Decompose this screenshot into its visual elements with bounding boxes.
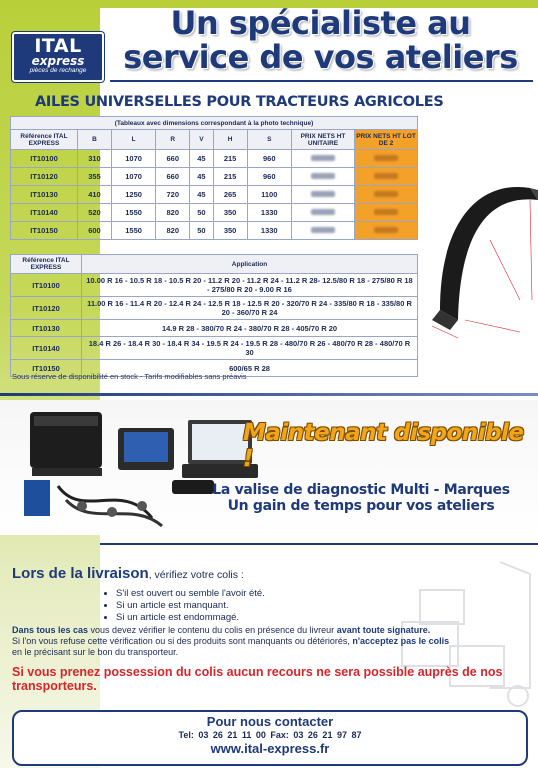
table-row [11,222,418,240]
col-header-h: H [213,130,247,150]
table-caption: (Tableaux avec dimensions correspondant à la photo technique) [11,117,418,130]
website-link[interactable]: www.ital-express.fr [210,741,330,756]
promo-line2: Un gain de temps pour vos ateliers [227,498,495,514]
cell-application: 14.9 R 28 - 380/70 R 24 - 380/70 R 28 - 405/70 R 20 [82,320,418,337]
table-row [11,297,418,320]
dimensions-table [10,116,418,240]
cell-v: 50 [190,222,213,240]
contact-phone-fax: Tel: 03 26 21 11 00 Fax: 03 26 21 97 87 [178,730,362,740]
fender-technical-illustration [420,160,538,360]
col-header-price-unit: PRIX NETS HT UNITAIRE [292,130,355,150]
cell-l: 1070 [111,150,155,168]
cell-s: 960 [247,150,291,168]
cell-r: 720 [156,186,190,204]
cell-h: 350 [213,222,247,240]
col-header-r: R [156,130,190,150]
cell-price-unit-blurred [292,204,355,222]
cell-r: 820 [156,222,190,240]
headline-line2: service de vos ateliers [123,38,518,76]
cell-price-unit-blurred [292,150,355,168]
promo-line1: La valise de diagnostic Multi - Marques [212,482,510,498]
text: Si l'on vous refuse cette vérification ou si des produits sont manquants ou détériorés, [12,636,353,646]
cell-h: 265 [213,186,247,204]
text: en le précisant sur le bon du transporteur. [12,647,179,657]
cell-s: 960 [247,168,291,186]
cell-b: 520 [78,204,112,222]
application-header-row [11,255,418,274]
cell-application: 11.00 R 16 - 11.4 R 20 - 12.4 R 24 - 12.5 R 18 - 12.5 R 20 - 320/70 R 24 - 335/80 R 18 - 335/80 R 20 - 360/70 R 24 [82,297,418,320]
cell-s: 1100 [247,186,291,204]
cell-price-unit-blurred [292,186,355,204]
emphasis: avant toute signature. [336,625,431,635]
delivery-warning: Si vous prenez possession du colis aucun recours ne sera possible auprès de nos transporteurs. [12,665,503,693]
logo-express: express [31,54,85,68]
cell-ref: IT10120 [11,297,82,320]
delivery-divider [100,543,538,545]
cell-price-unit-blurred [292,168,355,186]
page-headline [108,6,533,74]
cell-l: 1550 [111,204,155,222]
table-row [11,274,418,297]
list-item: • Si un article est manquant. [116,600,265,612]
cell-s: 1330 [247,222,291,240]
table-row [11,337,418,360]
cell-r: 660 [156,168,190,186]
delivery-subtitle: , vérifiez votre colis : [148,569,244,581]
cell-ref: IT10130 [11,320,82,337]
cell-ref: IT10100 [11,150,78,168]
cell-b: 410 [78,186,112,204]
delivery-heading [12,565,244,582]
ital-express-logo [12,32,104,82]
cell-price-lot-blurred [355,168,418,186]
list-item: • S'il est ouvert ou semble l'avoir été. [116,588,265,600]
cell-ref: IT10150 [11,360,82,377]
logo-tagline: pièces de rechange [29,67,87,74]
cell-b: 310 [78,150,112,168]
col-header-b: B [78,130,112,150]
section-title: AILES UNIVERSELLES POUR TRACTEURS AGRICOLES [35,94,444,110]
headline-line1: Un spécialiste au [170,4,471,42]
cell-application: 600/65 R 28 [82,360,418,377]
col-header-price-lot: PRIX NETS HT LOT DE 2 [355,130,418,150]
col-header-s: S [247,130,291,150]
contact-title: Pour nous contacter [206,714,334,729]
dimensions-header-row [11,130,418,150]
cell-application: 10.00 R 16 - 10.5 R 18 - 10.5 R 20 - 11.2 R 20 - 11.2 R 24 - 11.2 R 28- 12.5/80 R 18 - 275/80 R 18 - 275/80 R 20 - 9.00 R 16 [82,274,418,297]
delivery-instructions [12,625,522,658]
col-header-l: L [111,130,155,150]
cell-b: 600 [78,222,112,240]
cell-price-lot-blurred [355,186,418,204]
logo-ital: ITAL [34,35,82,57]
cell-v: 45 [190,168,213,186]
cell-v: 50 [190,204,213,222]
cell-price-lot-blurred [355,150,418,168]
cell-v: 45 [190,150,213,168]
contact-box [12,710,528,766]
table-row [11,150,418,168]
cell-r: 660 [156,150,190,168]
cell-ref: IT10130 [11,186,78,204]
cell-ref: IT10150 [11,222,78,240]
table-row [11,204,418,222]
table-row [11,320,418,337]
table-row [11,186,418,204]
cell-r: 820 [156,204,190,222]
cell-price-lot-blurred [355,222,418,240]
cell-v: 45 [190,186,213,204]
cell-ref: IT10100 [11,274,82,297]
col-header-application: Application [82,255,418,274]
table-row [11,168,418,186]
stock-note: Sous réserve de disponibilité en stock - Tarifs modifiables sans préavis [12,372,247,381]
cell-ref: IT10140 [11,337,82,360]
delivery-title: Lors de la livraison [12,565,149,582]
cell-price-unit-blurred [292,222,355,240]
headline-rule [110,80,533,82]
section-divider [0,393,538,396]
available-now-banner: Maintenant disponible ! [243,420,524,472]
cell-b: 355 [78,168,112,186]
cell-ref: IT10120 [11,168,78,186]
cell-h: 215 [213,168,247,186]
cell-l: 1550 [111,222,155,240]
emphasis: Dans tous les cas [12,625,89,635]
text: vous devez vérifier le contenu du colis en présence du livreur [88,625,337,635]
col-header-ref: Référence ITAL EXPRESS [11,130,78,150]
application-table [10,254,418,377]
emphasis: n'acceptez pas le colis [352,636,450,646]
list-item: • Si un article est endommagé. [116,612,265,624]
cell-ref: IT10140 [11,204,78,222]
delivery-checklist [100,588,265,624]
cell-s: 1330 [247,204,291,222]
promo-text [196,482,526,514]
col-header-ref: Référence ITAL EXPRESS [11,255,82,274]
col-header-v: V [190,130,213,150]
cell-l: 1070 [111,168,155,186]
cell-price-lot-blurred [355,204,418,222]
cell-h: 350 [213,204,247,222]
cell-h: 215 [213,150,247,168]
cell-application: 18.4 R 26 - 18.4 R 30 - 18.4 R 34 - 19.5 R 24 - 19.5 R 28 - 480/70 R 26 - 480/70 R 28 - 480/70 R 30 [82,337,418,360]
cell-l: 1250 [111,186,155,204]
